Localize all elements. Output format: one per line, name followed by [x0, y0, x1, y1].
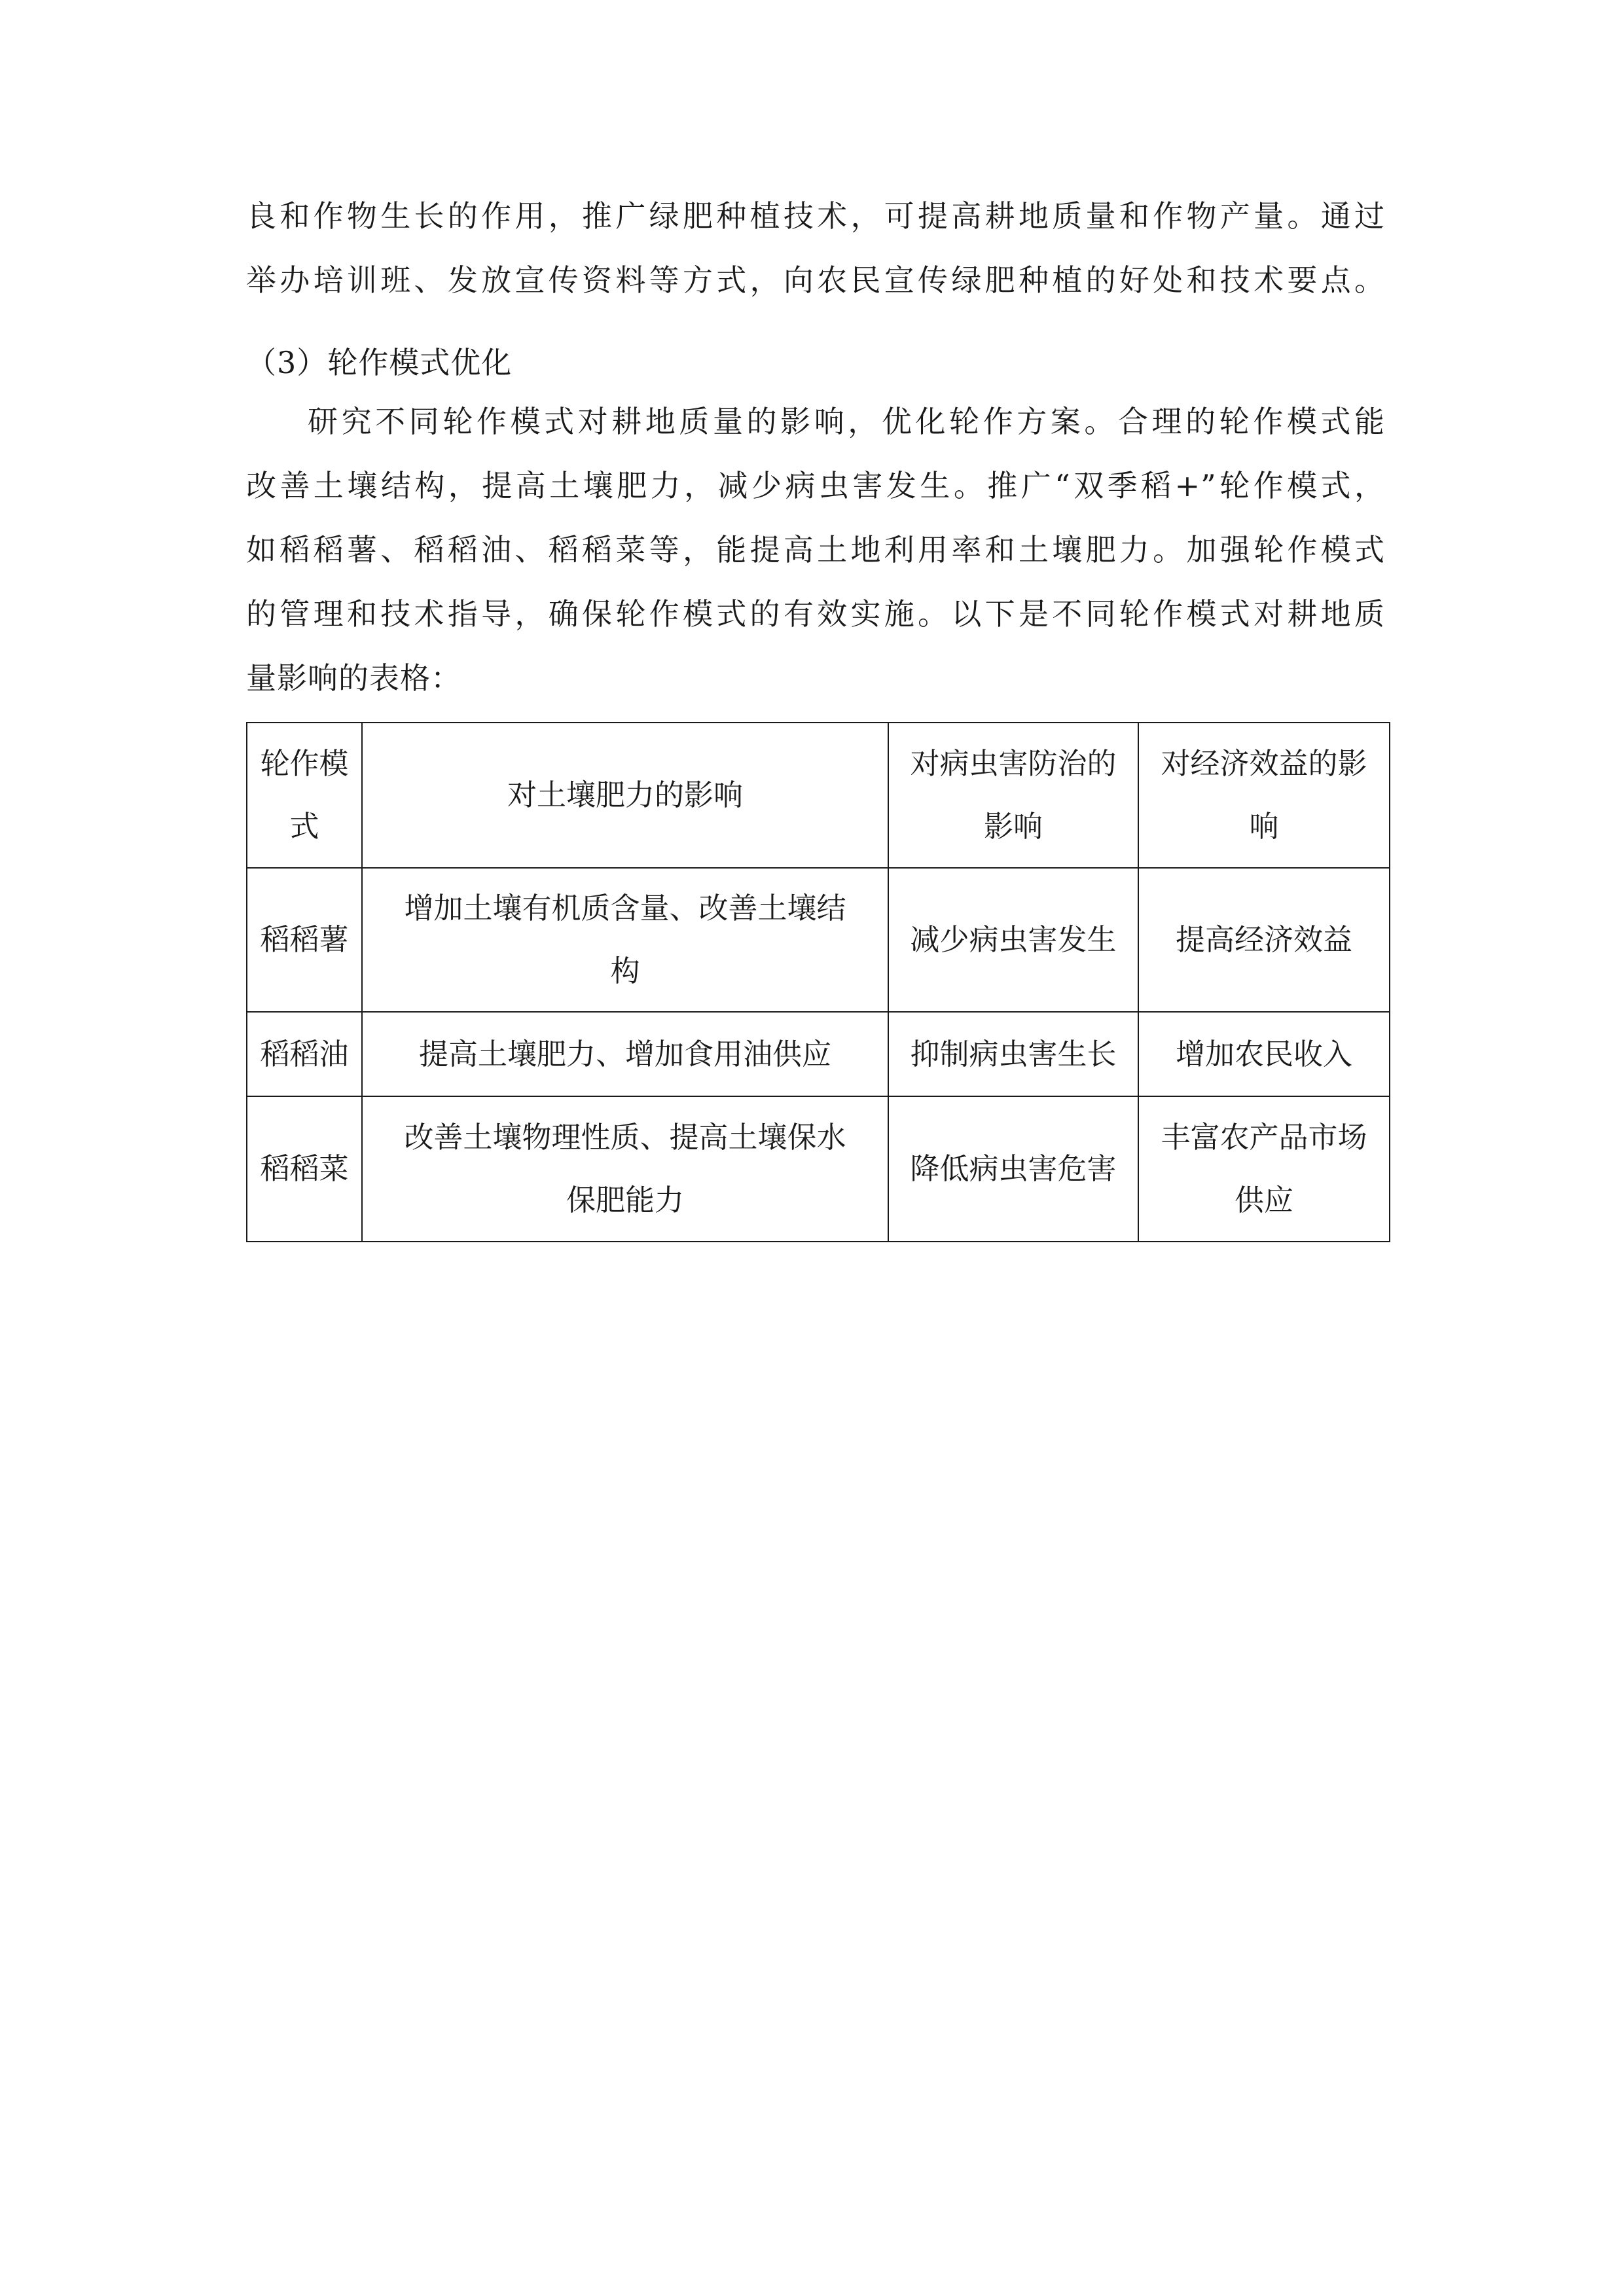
table-cell-pest-control: 减少病虫害发生 — [888, 868, 1138, 1012]
table-cell-mode: 稻稻菜 — [247, 1096, 362, 1242]
header-cell-rotation-mode: 轮作模 式 — [247, 723, 362, 868]
table-cell-pest-control: 抑制病虫害生长 — [888, 1012, 1138, 1096]
rotation-impact-table — [246, 722, 1390, 1242]
paragraph-2-line-3: 如稻稻薯、稻稻油、稻稻菜等，能提高土地利用率和土壤肥力。加强轮作模式 — [246, 532, 1385, 567]
section-heading: （3）轮作模式优化 — [246, 345, 513, 380]
table-cell-pest-control: 降低病虫害危害 — [888, 1096, 1138, 1242]
header-cell-economic-benefit: 对经济效益的影 响 — [1138, 723, 1390, 868]
paragraph-2-line-5: 量影响的表格： — [246, 660, 461, 696]
paragraph-2-line-1: 研究不同轮作模式对耕地质量的影响，优化轮作方案。合理的轮作模式能 — [308, 404, 1385, 439]
table-cell-economic-benefit: 丰富农产品市场 供应 — [1138, 1096, 1390, 1242]
table-cell-soil-fertility: 提高土壤肥力、增加食用油供应 — [362, 1012, 888, 1096]
table-cell-mode: 稻稻薯 — [247, 868, 362, 1012]
paragraph-2-line-2: 改善土壤结构，提高土壤肥力，减少病虫害发生。推广“双季稻+”轮作模式， — [246, 468, 1385, 503]
table-cell-economic-benefit: 增加农民收入 — [1138, 1012, 1390, 1096]
table-cell-economic-benefit: 提高经济效益 — [1138, 868, 1390, 1012]
table-row — [247, 868, 1390, 1012]
header-cell-pest-control: 对病虫害防治的 影响 — [888, 723, 1138, 868]
paragraph-1-line-1: 良和作物生长的作用，推广绿肥种植技术，可提高耕地质量和作物产量。通过 — [246, 198, 1385, 234]
table-cell-soil-fertility: 改善土壤物理性质、提高土壤保水 保肥能力 — [362, 1096, 888, 1242]
paragraph-2-line-4: 的管理和技术指导，确保轮作模式的有效实施。以下是不同轮作模式对耕地质 — [246, 596, 1385, 632]
table-cell-soil-fertility: 增加土壤有机质含量、改善土壤结 构 — [362, 868, 888, 1012]
table-row — [247, 1012, 1390, 1096]
table-header-row — [247, 723, 1390, 868]
table-row — [247, 1096, 1390, 1242]
table-cell-mode: 稻稻油 — [247, 1012, 362, 1096]
header-cell-soil-fertility: 对土壤肥力的影响 — [362, 723, 888, 868]
paragraph-1-line-2: 举办培训班、发放宣传资料等方式，向农民宣传绿肥种植的好处和技术要点。 — [246, 262, 1385, 298]
